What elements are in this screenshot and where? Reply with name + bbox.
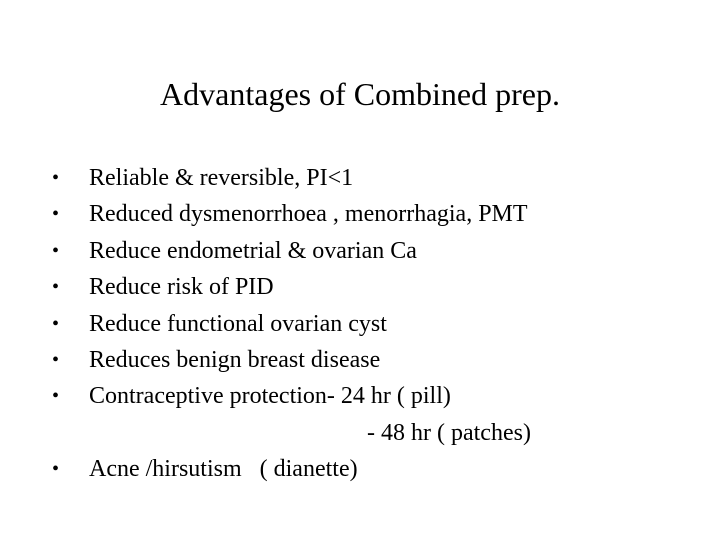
list-item [52,342,702,378]
bullet-icon: • [52,458,60,481]
slide-title: Advantages of Combined prep. [160,76,560,112]
list-item-text: Reduce functional ovarian cyst [89,310,387,337]
list-item-continuation: - 48 hr ( patches) [367,419,531,446]
bullet-icon: • [52,203,60,226]
list-item [52,378,702,414]
list-item-text: Reduce risk of PID [89,274,274,301]
list-item-text: Reduced dysmenorrhoea , menorrhagia, PMT [89,201,528,228]
list-item-text: Reduces benign breast disease [89,346,381,373]
list-item [52,233,702,269]
list-item-text: Contraceptive protection- 24 hr ( pill) [89,383,451,410]
bullet-list [52,160,702,488]
list-item [52,451,702,487]
bullet-icon: • [52,348,60,371]
list-item-text: Acne /hirsutism ( dianette) [89,456,358,483]
list-item [52,196,702,232]
bullet-icon: • [52,239,60,262]
bullet-icon: • [52,276,60,299]
list-item [52,306,702,342]
bullet-icon: • [52,167,60,189]
bullet-icon: • [52,312,60,335]
bullet-icon: • [52,385,60,408]
list-item [52,269,702,305]
list-item-text: Reliable & reversible, PI<1 [89,165,354,191]
list-item [52,160,702,196]
list-item-text: Reduce endometrial & ovarian Ca [89,237,417,264]
